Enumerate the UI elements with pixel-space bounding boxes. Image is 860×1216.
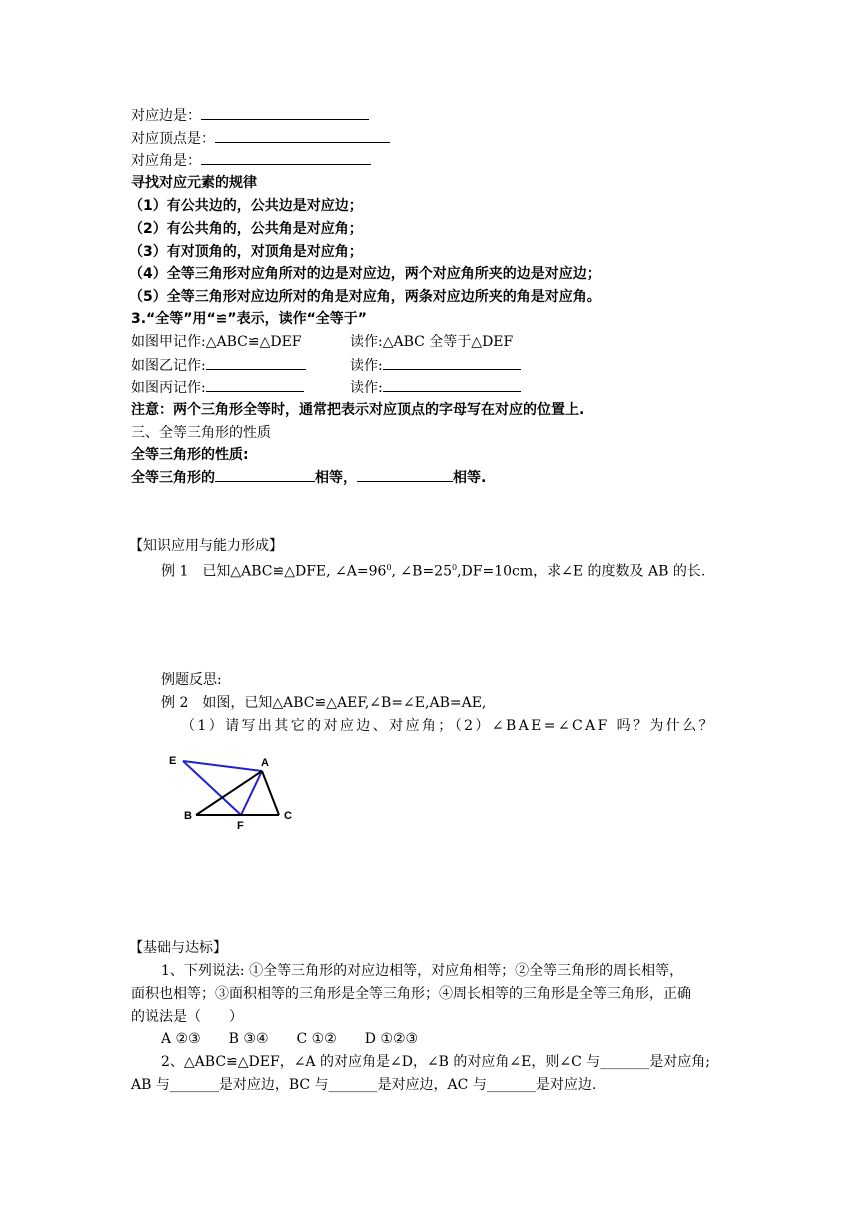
example-1-part-b: , ∠B=25: [391, 563, 452, 580]
notation-note: 注意：两个三角形全等时，通常把表示对应顶点的字母写在对应的位置上.: [131, 402, 585, 418]
label-A: A: [261, 757, 269, 769]
rule-item-2: （2）有公共角的，公共角是对应角；: [129, 221, 363, 237]
degree-sup-1: 0: [386, 563, 392, 572]
corresponding-angles-blank[interactable]: [201, 150, 371, 165]
notation-heading: 3.“全等”用“≌”表示，读作“全等于”: [131, 311, 367, 327]
notation-row-yi-right: [350, 355, 521, 376]
notation-row-yi-read-blank[interactable]: [383, 355, 521, 370]
notation-row-yi-read-label: 读作:: [350, 358, 383, 374]
example-reflection: 例题反思:: [161, 672, 222, 688]
properties-sentence-end: 相等.: [453, 470, 487, 486]
corresponding-vertices-line: [131, 128, 390, 149]
corresponding-vertices-label: 对应顶点是：: [131, 131, 215, 147]
rule-item-1: （1）有公共边的，公共边是对应边；: [129, 198, 363, 214]
notation-row-yi-left: [131, 355, 306, 376]
label-E: E: [169, 755, 177, 767]
practice-q1-line-2: 面积也相等；③面积相等的三角形是全等三角形；④周长相等的三角形是全等三角形，正确: [131, 986, 691, 1002]
example-1-part-a: 例 1 已知△ABC≌△DFE, ∠A=96: [161, 563, 387, 580]
notation-row-bing-blank[interactable]: [206, 377, 304, 392]
example-1: [161, 558, 705, 582]
label-B: B: [184, 810, 192, 822]
corresponding-angles-line: [131, 150, 371, 171]
rule-item-5: （5）全等三角形对应边所对的角是对应角，两条对应边所夹的角是对应角。: [129, 289, 601, 305]
application-heading: 【知识应用与能力形成】: [129, 538, 283, 554]
example-2-question: （1）请写出其它的对应边、对应角；（2）∠BAE=∠CAF 吗？为什么？: [181, 718, 716, 734]
properties-sentence-start: 全等三角形的: [131, 470, 215, 486]
practice-heading: 【基础与达标】: [129, 940, 227, 956]
label-C: C: [284, 810, 292, 822]
notation-row-jia-left: 如图甲记作:△ABC≌△DEF: [131, 334, 302, 350]
notation-row-jia-right: 读作:△ABC 全等于△DEF: [350, 334, 514, 350]
corresponding-sides-line: [131, 105, 369, 126]
corresponding-sides-blank[interactable]: [201, 105, 369, 120]
segment-AC: [262, 771, 279, 815]
notation-row-bing-read-blank[interactable]: [383, 377, 521, 392]
properties-blank-1[interactable]: [215, 467, 315, 482]
practice-q1-options: A ②③ B ③④ C ①② D ①②③: [161, 1031, 419, 1047]
label-F: F: [237, 820, 244, 832]
notation-row-yi-label: 如图乙记作:: [131, 358, 206, 374]
rules-title: 寻找对应元素的规律: [131, 175, 257, 191]
properties-subheading: 全等三角形的性质:: [131, 447, 249, 463]
practice-q2-line-2: AB 与_______是对应边，BC 与_______是对应边，AC 与_______是对应边.: [131, 1077, 597, 1093]
example-2: 例 2 如图，已知△ABC≌△AEF,∠B=∠E,AB=AE,: [161, 695, 487, 711]
triangle-figure: [160, 745, 310, 835]
notation-row-bing-label: 如图丙记作:: [131, 380, 206, 396]
practice-q1-line-1: 1、下列说法: ①全等三角形的对应边相等，对应角相等；②全等三角形的周长相等，: [161, 963, 684, 979]
corresponding-vertices-blank[interactable]: [215, 128, 390, 143]
corresponding-sides-label: 对应边是：: [131, 108, 201, 124]
notation-row-yi-blank[interactable]: [206, 355, 306, 370]
notation-row-bing-left: [131, 377, 304, 398]
properties-sentence: [131, 467, 486, 488]
example-1-part-c: ,DF=10cm，求∠E 的度数及 AB 的长.: [457, 563, 706, 580]
notation-row-bing-read-label: 读作:: [350, 380, 383, 396]
rule-item-4: （4）全等三角形对应角所对的边是对应边，两个对应角所夹的边是对应边；: [129, 266, 601, 282]
properties-blank-2[interactable]: [357, 467, 453, 482]
rule-item-3: （3）有对顶角的，对顶角是对应角；: [129, 244, 363, 260]
degree-sup-2: 0: [452, 563, 458, 572]
practice-q1-line-3: 的说法是（ ）: [131, 1009, 243, 1025]
segment-EF: [183, 761, 241, 815]
properties-sentence-mid: 相等，: [315, 470, 357, 486]
properties-section-heading: 三、全等三角形的性质: [131, 425, 271, 441]
notation-row-bing-right: [350, 377, 521, 398]
segment-EA: [183, 761, 262, 771]
practice-q2-line-1: 2、△ABC≌△DEF，∠A 的对应角是∠D，∠B 的对应角∠E，则∠C 与_______是对应角;: [161, 1054, 710, 1070]
corresponding-angles-label: 对应角是：: [131, 153, 201, 169]
